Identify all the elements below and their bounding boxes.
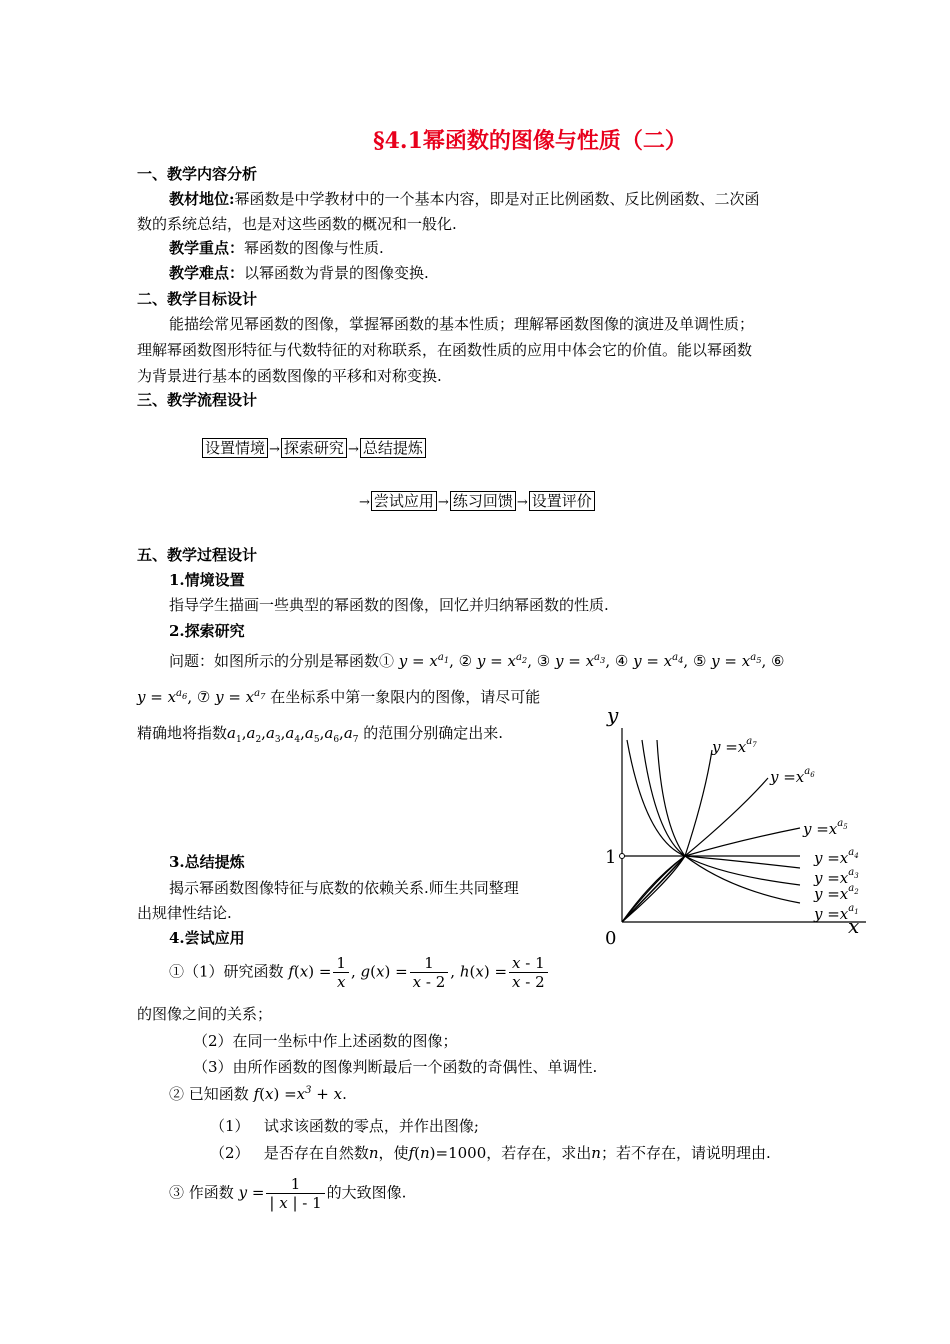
flow-step-5: 练习回馈	[450, 491, 516, 511]
s2-question-line-2: $y = x^{a_6}$, ⑦ $y = x^{a_7}$ 在坐标系中第一象限内的图像，请尽可能	[137, 688, 541, 706]
q1-line: ①（1）研究函数 f(x) = $\frac{1}{x}$ , g(x) = $\frac{1}{x - 2}$ , h(x) = $\frac{x - 1}{x - 2}$	[169, 954, 550, 991]
q3-suffix: 的大致图像.	[326, 1183, 407, 1202]
page-title: §4.1幂函数的图像与性质（二）	[373, 128, 687, 154]
curve-a5	[622, 828, 800, 922]
label-a5: $y =x^a_5$	[803, 818, 848, 838]
origin-label: 0	[605, 928, 617, 949]
curve-left-3	[657, 740, 685, 856]
q3-line: ③ 作函数 y = $\frac{1}{| x | - 1}$ 的大致图像.	[169, 1175, 407, 1212]
flow-step-2: 探索研究	[281, 438, 347, 458]
flow-arrow: →	[347, 442, 359, 457]
label-a7: $y =x^a_7$	[712, 736, 757, 756]
s2-line3-suffix: 的范围分别确定出来.	[363, 724, 504, 742]
q2-item-2-c: =1000，若存在，求出	[435, 1144, 592, 1162]
difficulty-line	[169, 262, 429, 283]
q2-item-1-num: （1）	[210, 1117, 250, 1135]
func-num-2: ②	[458, 652, 473, 670]
q2-item-2-d: ；若不存在，请说明理由.	[600, 1144, 771, 1162]
flow-step-1: 设置情境	[202, 438, 268, 458]
func-num-7: ⑦	[196, 688, 211, 706]
q2-item-1	[210, 1115, 479, 1136]
focus-text: 幂函数的图像与性质.	[244, 239, 384, 257]
flow-arrow: →	[269, 442, 280, 457]
s2-question-line-3: 精确地将指数$a_1,a_2,a_3,a_4,a_5,a_6,a_7$ 的范围分别确定出来.	[137, 724, 504, 745]
goal-line-3: 为背景进行基本的函数图像的平移和对称变换.	[137, 367, 442, 385]
label-a3: $y =x^a_3$	[814, 867, 859, 887]
s1-title: 1.情境设置	[169, 571, 245, 589]
s3-title: 3.总结提炼	[169, 853, 245, 871]
section-3-heading: 三、教学流程设计	[137, 391, 258, 409]
flow-arrow: →	[359, 495, 370, 510]
func-num-6: ⑥	[771, 652, 785, 670]
flow-step-6: 设置评价	[529, 491, 595, 511]
flow-step-4: 尝试应用	[371, 491, 437, 511]
position-text-1: 幂函数是中学教材中的一个基本内容，即是对正比例函数、反比例函数、二次函	[234, 190, 760, 208]
s3-line-2: 出规律性结论.	[137, 904, 232, 922]
curve-a7	[622, 750, 712, 922]
flow-step-3: 总结提炼	[360, 438, 426, 458]
section-1-heading: 一、教学内容分析	[137, 165, 258, 183]
func-num-4: ④	[614, 652, 629, 670]
flow-arrow: →	[437, 495, 449, 510]
difficulty-label: 教学难点：	[169, 264, 245, 282]
q1-prefix: ①（1）研究函数	[169, 962, 284, 981]
func-num-5: ⑤	[692, 652, 707, 670]
flow-row-1	[202, 438, 426, 458]
q3-prefix: ③ 作函数	[169, 1183, 234, 1202]
q2-item-2-a: 是否存在自然数	[263, 1144, 369, 1162]
flow-row-2	[358, 491, 595, 511]
power-function-graph	[590, 700, 880, 950]
q1-item-3: （3）由所作函数的图像判断最后一个函数的奇偶性、单调性.	[193, 1058, 598, 1076]
x-axis-label: x	[848, 914, 860, 938]
focus-label: 教学重点：	[169, 239, 245, 257]
position-text-2: 数的系统总结，也是对这些函数的概况和一般化.	[137, 215, 457, 233]
q2-item-1-text: 试求该函数的零点，并作出图像;	[263, 1117, 479, 1135]
q2-item-2-num: （2）	[210, 1144, 250, 1162]
q2-item-2-b: ，使	[378, 1144, 409, 1162]
q2-item-2: （2） 是否存在自然数n，使f(n)=1000，若存在，求出n；若不存在，请说明理由.	[210, 1144, 771, 1162]
section-5-heading: 五、教学过程设计	[137, 546, 258, 564]
label-a6: $y =x^a_6$	[770, 766, 815, 786]
func-num-3: ③	[536, 652, 551, 670]
section-2-heading: 二、教学目标设计	[137, 290, 258, 308]
s1-text: 指导学生描画一些典型的幂函数的图像，回忆并归纳幂函数的性质.	[169, 596, 609, 614]
q2-prefix: ② 已知函数	[169, 1085, 249, 1103]
s2-line3-prefix: 精确地将指数	[137, 724, 228, 742]
s2-question-line-1: 问题：如图所示的分别是幂函数① $y = x^{a_1}$, ② $y = x^{a_2}$, ③ $y = x^{a_3}$, ④ $y = x^{a_4}$, ⑤ $y = x^{a_5}$, ⑥	[169, 652, 785, 670]
func-num-1: ①	[379, 652, 395, 670]
q1-after: 的图像之间的关系；	[137, 1005, 273, 1023]
y-axis-label: y	[607, 703, 619, 727]
y-one-marker	[620, 854, 625, 859]
label-a4: $y =x^a_4$	[814, 847, 859, 867]
position-line-1	[169, 188, 760, 209]
curve-a1	[627, 740, 800, 903]
q2-line: ② 已知函数 $f(x) =x^3 + x$.	[169, 1085, 347, 1103]
s4-title: 4.尝试应用	[169, 929, 245, 947]
position-label: 教材地位:	[169, 190, 235, 208]
goal-line-1: 能描绘常见幂函数的图像，掌握幂函数的基本性质；理解幂函数图像的演进及单调性质；	[169, 315, 755, 333]
focus-line	[169, 237, 384, 258]
label-a2: $y =x^a_2$	[814, 883, 859, 903]
q1-item-2: （2）在同一坐标中作上述函数的图像；	[193, 1032, 458, 1050]
flow-arrow: →	[516, 495, 528, 510]
one-label: 1	[605, 847, 617, 868]
goal-line-2: 理解幂函数图形特征与代数特征的对称联系，在函数性质的应用中体会它的价值。能以幂函数	[137, 341, 753, 359]
s2-q-prefix: 问题：如图所示的分别是幂函数	[169, 652, 380, 670]
label-a1: $y =x^a_1$	[814, 903, 859, 923]
s2-title: 2.探索研究	[169, 622, 245, 640]
difficulty-text: 以幂函数为背景的图像变换.	[244, 264, 429, 282]
s2-line2-suffix: 在坐标系中第一象限内的图像，请尽可能	[270, 688, 541, 706]
s3-line-1: 揭示幂函数图像特征与底数的依赖关系.师生共同整理	[169, 879, 519, 897]
